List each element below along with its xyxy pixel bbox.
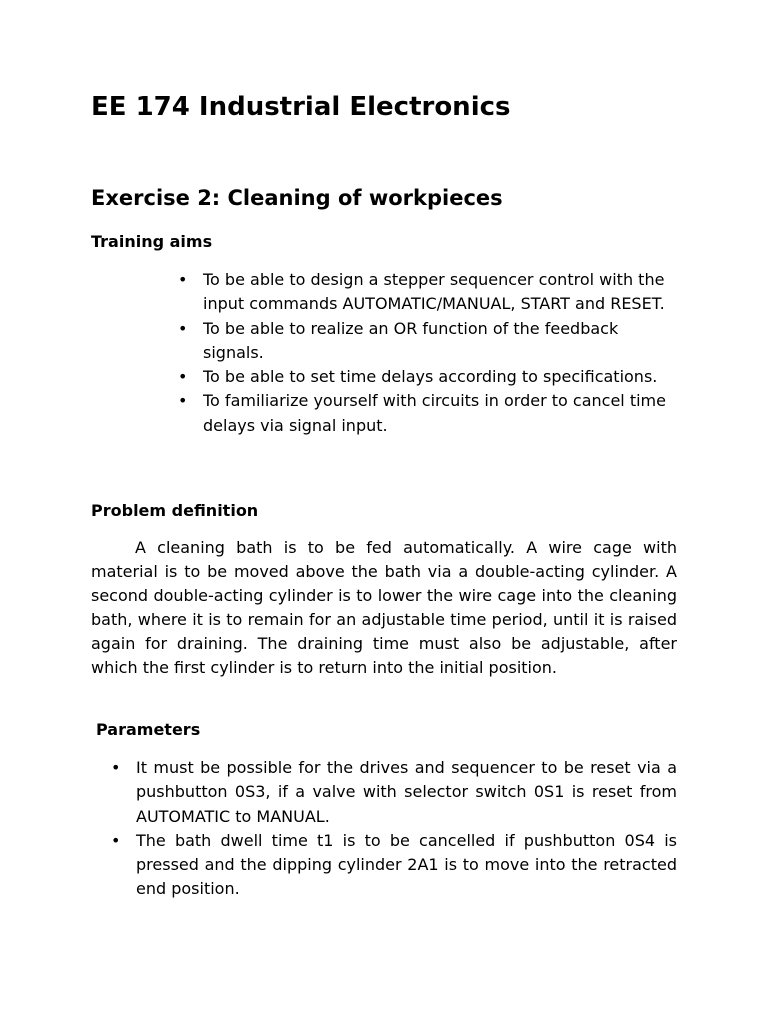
training-aims-heading: Training aims <box>91 232 213 251</box>
course-title: EE 174 Industrial Electronics <box>91 92 511 122</box>
exercise-title: Exercise 2: Cleaning of workpieces <box>91 186 503 210</box>
list-item: • To be able to set time delays according to specifications. <box>203 365 681 389</box>
list-item: • The bath dwell time t1 is to be cancelled if pushbutton 0S4 is pressed and the dipping cylinder 2A1 is to move into the retracted end position. <box>136 829 677 902</box>
problem-definition-text: A cleaning bath is to be fed automatically. A wire cage with material is to be moved above the bath via a double-acting cylinder. A second double-acting cylinder is to lower the wire cage into the cleaning bath, where it is to remain for an adjustable time period, until it is raised again for draining. The draining time must also be adjustable, after which the first cylinder is to return into the initial position. <box>91 538 677 677</box>
training-aims-list <box>203 268 681 438</box>
list-item: • To be able to design a stepper sequencer control with the input commands AUTOMATIC/MANUAL, START and RESET. <box>203 268 681 317</box>
problem-definition-heading: Problem definition <box>91 501 259 520</box>
parameters-heading: Parameters <box>96 720 201 739</box>
parameters-list <box>136 756 677 902</box>
list-item: • To familiarize yourself with circuits in order to cancel time delays via signal input. <box>203 389 681 438</box>
list-item: • It must be possible for the drives and sequencer to be reset via a pushbutton 0S3, if a valve with selector switch 0S1 is reset from AUTOMATIC to MANUAL. <box>136 756 677 829</box>
list-item: • To be able to realize an OR function of the feedback signals. <box>203 317 681 366</box>
